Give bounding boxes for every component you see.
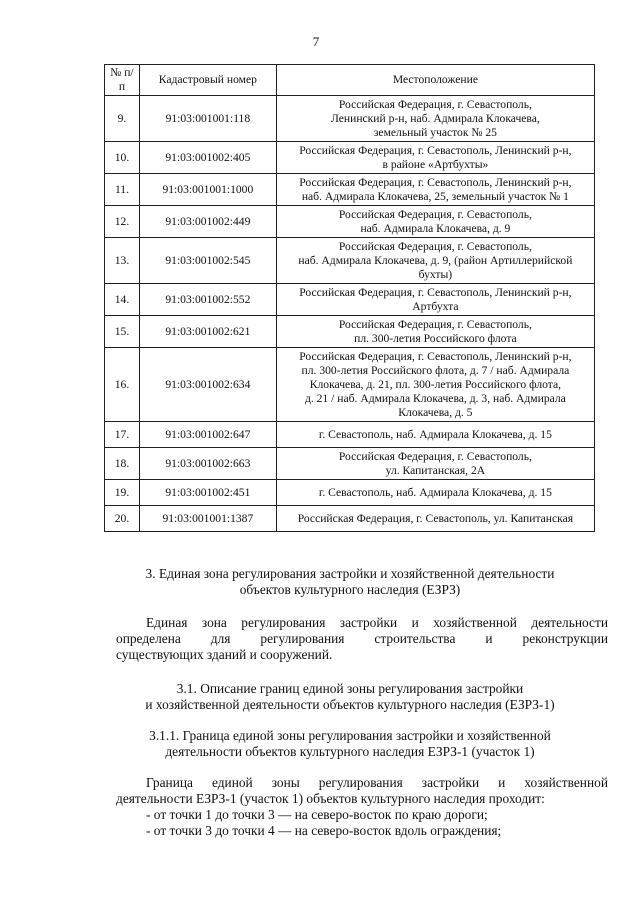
row-location (276, 348, 594, 422)
paragraph-line: Единая зона регулирования застройки и хозяйственной деятельности (146, 615, 608, 630)
location-line: г. Севастополь, наб. Адмирала Клокачева, д. 15 (318, 485, 552, 499)
section-3-paragraph (116, 615, 608, 663)
row-number: 16. (105, 348, 140, 422)
location-line: Ленинский р-н, наб. Адмирала Клокачева, (330, 111, 540, 125)
location-line: Российская Федерация, г. Севастополь, (338, 239, 532, 253)
table-body (105, 96, 595, 532)
table-row (105, 422, 595, 448)
table-header-row (105, 65, 595, 96)
row-number: 10. (105, 142, 140, 174)
row-cadastral-number: 91:03:001002:663 (139, 448, 276, 480)
header-number: № п/п (105, 65, 140, 96)
table-row (105, 284, 595, 316)
row-number: 20. (105, 506, 140, 532)
row-cadastral-number: 91:03:001002:449 (139, 206, 276, 238)
location-line: г. Севастополь, наб. Адмирала Клокачева, д. 15 (318, 427, 552, 441)
row-location (276, 284, 594, 316)
table-row (105, 238, 595, 284)
table-row (105, 96, 595, 142)
paragraph-line: Граница единой зоны регулирования застройки и хозяйственной (146, 775, 608, 790)
location-line: наб. Адмирала Клокачева, д. 9 (360, 221, 511, 235)
heading-line: объектов культурного наследия (ЕЗРЗ) (239, 582, 461, 597)
heading-line: 3.1.1. Граница единой зоны регулирования застройки и хозяйственной (149, 728, 551, 743)
table-row (105, 142, 595, 174)
location-line: наб. Адмирала Клокачева, д. 9, (район Артиллерийской (298, 253, 573, 267)
heading-line: 3.1. Описание границ единой зоны регулирования застройки (176, 681, 524, 696)
location-line: пл. 300-летия Российского флота (354, 331, 517, 345)
row-cadastral-number: 91:03:001002:634 (139, 348, 276, 422)
location-line: земельный участок № 25 (373, 125, 497, 139)
table-row (105, 506, 595, 532)
location-line: бухты) (418, 267, 453, 281)
row-location (276, 206, 594, 238)
section-3-1-1-paragraph (116, 775, 608, 839)
location-line: Российская Федерация, г. Севастополь, Ленинский р-н, (299, 349, 572, 363)
row-location (276, 316, 594, 348)
location-line: Российская Федерация, г. Севастополь, (338, 317, 532, 331)
location-line: Российская Федерация, г. Севастополь, Ленинский р-н, (299, 285, 572, 299)
location-line: в районе «Артбухты» (382, 157, 489, 171)
row-cadastral-number: 91:03:001002:545 (139, 238, 276, 284)
table-row (105, 348, 595, 422)
row-cadastral-number: 91:03:001001:1000 (139, 174, 276, 206)
list-item: - от точки 3 до точки 4 — на северо-восток вдоль ограждения; (146, 823, 502, 838)
row-location (276, 174, 594, 206)
location-line: Российская Федерация, г. Севастополь, (338, 207, 532, 221)
row-number: 18. (105, 448, 140, 480)
table-row (105, 316, 595, 348)
page-number: 7 (312, 34, 320, 49)
row-number: 15. (105, 316, 140, 348)
row-location (276, 142, 594, 174)
row-number: 11. (105, 174, 140, 206)
row-cadastral-number: 91:03:001002:405 (139, 142, 276, 174)
row-location (276, 480, 594, 506)
location-line: Российская Федерация, г. Севастополь, Ленинский р-н, (299, 143, 572, 157)
table-row (105, 206, 595, 238)
heading-line: и хозяйственной деятельности объектов культурного наследия (ЕЗРЗ-1) (145, 697, 555, 712)
row-location (276, 96, 594, 142)
cadastral-table (104, 64, 595, 532)
row-location (276, 506, 594, 532)
table-row (105, 480, 595, 506)
row-cadastral-number: 91:03:001002:621 (139, 316, 276, 348)
row-location (276, 422, 594, 448)
table-row (105, 448, 595, 480)
table-row (105, 174, 595, 206)
location-line: Российская Федерация, г. Севастополь, (338, 97, 532, 111)
row-cadastral-number: 91:03:001002:451 (139, 480, 276, 506)
paragraph-line: деятельности ЕЗРЗ-1 (участок 1) объектов культурного наследия проходит: (116, 791, 545, 806)
section-3-1-heading (90, 681, 610, 713)
row-number: 19. (105, 480, 140, 506)
row-number: 9. (105, 96, 140, 142)
location-line: Клокачева, д. 5 (398, 405, 473, 419)
location-line: Российская Федерация, г. Севастополь, Ленинский р-н, (299, 175, 572, 189)
header-cadastral: Кадастровый номер (139, 65, 276, 96)
paragraph-line: существующих зданий и сооружений. (116, 647, 333, 662)
location-line: Российская Федерация, г. Севастополь, (338, 449, 532, 463)
row-number: 17. (105, 422, 140, 448)
location-line: д. 21 / наб. Адмирала Клокачева, д. 3, наб. Адмирала (304, 391, 566, 405)
location-line: наб. Адмирала Клокачева, 25, земельный участок № 1 (301, 189, 569, 203)
row-location (276, 448, 594, 480)
location-line: Российская Федерация, г. Севастополь, ул. Капитанская (297, 511, 574, 525)
row-cadastral-number: 91:03:001001:1387 (139, 506, 276, 532)
location-line: ул. Капитанская, 2А (385, 463, 486, 477)
row-number: 13. (105, 238, 140, 284)
row-cadastral-number: 91:03:001002:647 (139, 422, 276, 448)
location-line: пл. 300-летия Российского флота, д. 7 / наб. Адмирала (301, 363, 570, 377)
location-line: Артбухта (412, 299, 459, 313)
heading-line: 3. Единая зона регулирования застройки и хозяйственной деятельности (145, 566, 555, 581)
row-cadastral-number: 91:03:001002:552 (139, 284, 276, 316)
location-line: Клокачева, д. 21, пл. 300-летия Российского флота, (309, 377, 562, 391)
paragraph-line: определена для регулирования строительства и реконструкции (116, 631, 608, 646)
row-number: 12. (105, 206, 140, 238)
row-number: 14. (105, 284, 140, 316)
row-location (276, 238, 594, 284)
row-cadastral-number: 91:03:001001:118 (139, 96, 276, 142)
header-location: Местоположение (276, 65, 594, 96)
section-3-heading (90, 566, 610, 598)
section-3-1-1-heading (90, 728, 610, 760)
list-item: - от точки 1 до точки 3 — на северо-восток по краю дороги; (146, 807, 488, 822)
heading-line: деятельности объектов культурного наследия ЕЗРЗ-1 (участок 1) (165, 744, 535, 759)
